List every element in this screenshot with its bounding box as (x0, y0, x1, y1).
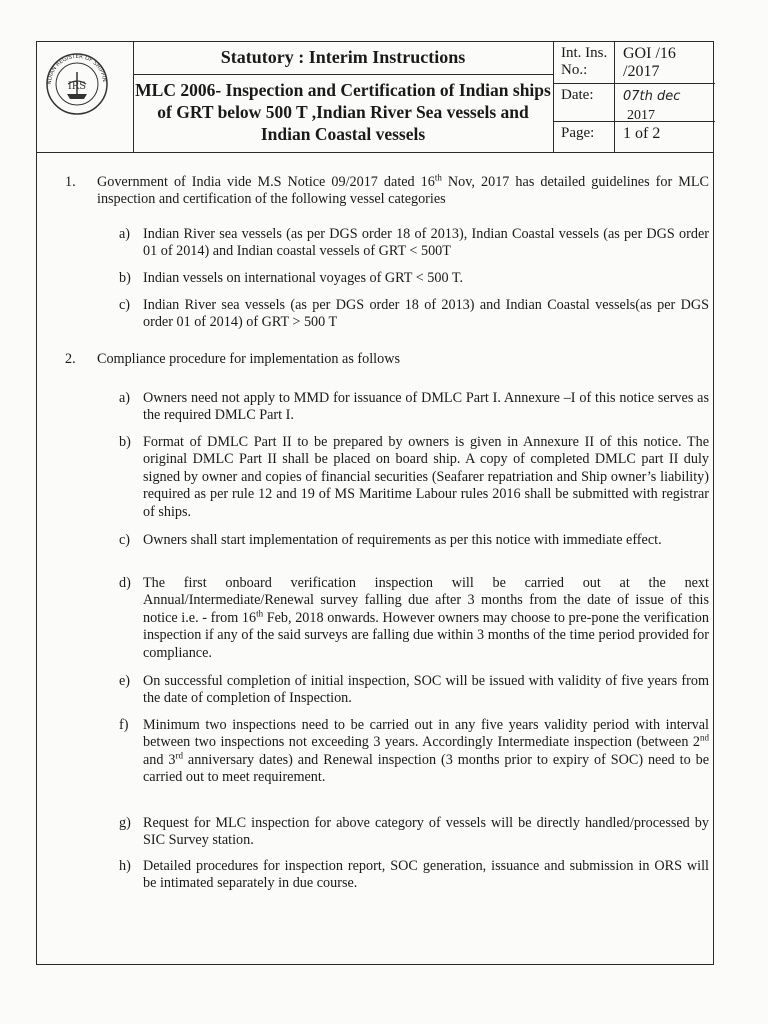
item-label: b) (119, 434, 131, 450)
item-label: b) (119, 270, 131, 286)
page-label: Page: (553, 122, 615, 152)
page-value: 1 of 2 (623, 125, 661, 142)
item-text: Request for MLC inspection for above category of vessels will be directly handled/processed by SIC Survey station. (143, 815, 709, 849)
item-label: d) (119, 575, 131, 591)
document-page (36, 41, 714, 965)
section-number: 2. (65, 351, 76, 367)
item-label: e) (119, 673, 131, 689)
item-text: Indian River sea vessels (as per DGS order 18 of 2013), Indian Coastal vessels (as per DGS order 01 of 2014) and Indian coastal vessels of GRT < 500T (143, 226, 709, 260)
item-text: The first onboard verification inspection will be carried out at the next Annual/Intermediate/Renewal survey falling due after 3 months from the date of issue of this notice i.e. - from 16th Feb, 2018 onwards. However owners may choose to pre-pone the verification inspection if any of the said surveys are falling due within 3 months of the time period provided for compliance. (143, 575, 709, 661)
item-text: Owners shall start implementation of requirements as per this notice with immediate effect. (143, 532, 662, 548)
section-number: 1. (65, 174, 76, 190)
item-label: g) (119, 815, 131, 831)
date-handwritten: 07th dec (623, 89, 681, 104)
int-ins-label: Int. Ins. No.: (553, 42, 615, 84)
document-subject: MLC 2006- Inspection and Certification of Indian ships of GRT below 500 T ,Indian River Sea vessels and Indian Coastal vessels (135, 80, 551, 144)
date-year: 2017 (627, 108, 655, 123)
title-cell (133, 42, 554, 75)
item-label: h) (119, 858, 131, 874)
item-text: Owners need not apply to MMD for issuance of DMLC Part I. Annexure –I of this notice serves as the required DMLC Part I. (143, 390, 709, 424)
item-text: Detailed procedures for inspection report, SOC generation, issuance and submission in ORS will be intimated separately in due course. (143, 858, 709, 892)
irs-logo (37, 42, 133, 152)
date-value (615, 84, 715, 122)
item-label: a) (119, 390, 131, 406)
item-text: On successful completion of initial inspection, SOC will be issued with validity of five years from the date of completion of Inspection. (143, 673, 709, 707)
item-label: f) (119, 717, 129, 733)
logo-cell (37, 42, 134, 152)
subject-cell (133, 74, 554, 152)
section-text: Compliance procedure for implementation as follows (97, 351, 400, 367)
item-label: c) (119, 532, 131, 548)
date-label: Date: (553, 84, 615, 122)
svg-text:INDIAN REGISTER OF SHIPPING: NDIAN REGISTER OF SHIPPIN (46, 53, 107, 85)
item-text: Format of DMLC Part II to be prepared by owners is given in Annexure II of this notice. The original DMLC Part II shall be placed on board ship. A copy of completed DMLC part II duly signed by owner and copies of financial securities (Seafarer repatriation and Ship owner’s liability) required as per rule 12 and 19 of MS Maritime Labour rules 2016 shall be submitted with registrar of ships. (143, 434, 709, 520)
item-text: Indian vessels on international voyages of GRT < 500 T. (143, 270, 464, 286)
document-title: Statutory : Interim Instructions (220, 47, 466, 67)
item-text: Minimum two inspections need to be carried out in any five years validity period with interval between two inspections not exceeding 3 years. Accordingly Intermediate inspection (between 2nd and 3rd anniversary dates) and Renewal inspection (3 months prior to expiry of SOC) need to be carried out to meet requirement. (143, 717, 709, 786)
int-ins-value: GOI /16 /2017 (615, 42, 715, 84)
svg-text:IRS: IRS (67, 81, 87, 92)
item-label: a) (119, 226, 131, 242)
header-table (37, 42, 713, 153)
section-text: Government of India vide M.S Notice 09/2017 dated 16th Nov, 2017 has detailed guidelines for MLC inspection and certification of the following vessel categories (97, 172, 709, 208)
item-label: c) (119, 297, 131, 313)
item-text: Indian River sea vessels (as per DGS order 18 of 2013) and Indian Coastal vessels(as per DGS order 01 of 2014) of GRT > 500 T (143, 297, 709, 331)
